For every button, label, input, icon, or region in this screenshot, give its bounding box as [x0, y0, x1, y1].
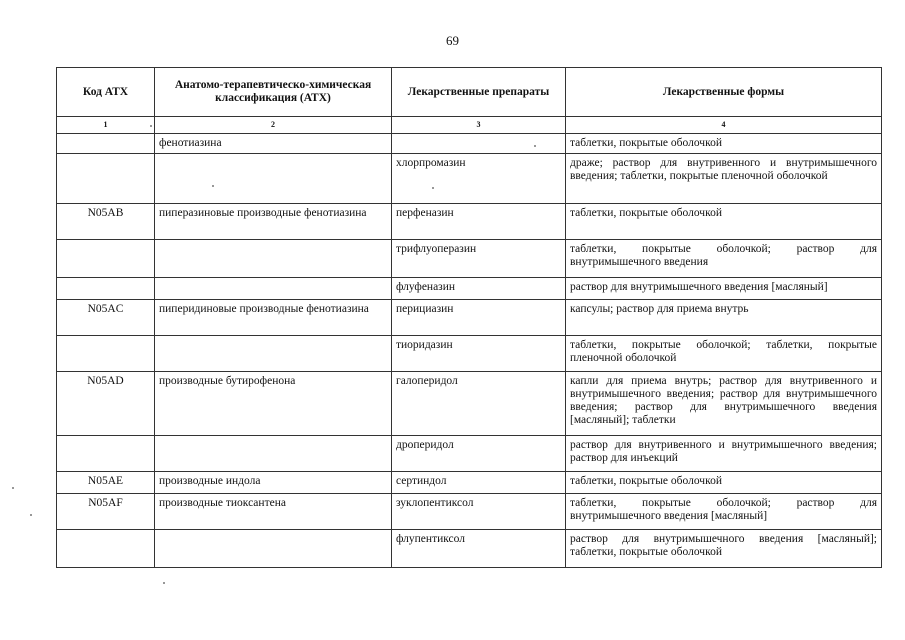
header-row	[57, 68, 882, 117]
atx-code-cell	[57, 240, 155, 278]
table-row	[57, 154, 882, 204]
drug-cell: зуклопентиксол	[392, 494, 566, 530]
atx-class-cell	[155, 240, 392, 278]
column-number-row	[57, 117, 882, 134]
table-row	[57, 240, 882, 278]
drug-cell: трифлуоперазин	[392, 240, 566, 278]
scan-speck	[212, 185, 214, 187]
drug-cell	[392, 134, 566, 154]
form-cell: раствор для внутримышечного введения [масляный]; таблетки, покрытые оболочкой	[566, 530, 882, 568]
table-row	[57, 530, 882, 568]
header-forms: Лекарственные формы	[566, 68, 882, 117]
atx-code-cell	[57, 436, 155, 472]
atx-class-cell: производные тиоксантена	[155, 494, 392, 530]
drug-cell: флупентиксол	[392, 530, 566, 568]
drug-cell: хлорпромазин	[392, 154, 566, 204]
form-cell: раствор для внутримышечного введения [масляный]	[566, 278, 882, 300]
atx-class-cell: производные индола	[155, 472, 392, 494]
form-cell: раствор для внутривенного и внутримышечного введения; раствор для инъекций	[566, 436, 882, 472]
atx-code-cell: N05AD	[57, 372, 155, 436]
drug-cell: перфеназин	[392, 204, 566, 240]
drug-cell: перициазин	[392, 300, 566, 336]
atx-code-cell: N05AC	[57, 300, 155, 336]
atx-code-cell	[57, 154, 155, 204]
atx-code-cell: N05AB	[57, 204, 155, 240]
table-row	[57, 278, 882, 300]
atx-table	[56, 67, 882, 568]
header-code: Код АТХ	[57, 68, 155, 117]
scan-speck	[12, 487, 14, 489]
form-cell: таблетки, покрытые оболочкой; раствор для внутримышечного введения [масляный]	[566, 494, 882, 530]
table-row	[57, 494, 882, 530]
atx-class-cell	[155, 154, 392, 204]
atx-class-cell	[155, 278, 392, 300]
table-row	[57, 336, 882, 372]
table-row	[57, 472, 882, 494]
drug-cell: флуфеназин	[392, 278, 566, 300]
atx-code-cell	[57, 336, 155, 372]
col-number-4: 4	[566, 117, 882, 134]
scan-speck	[432, 187, 434, 189]
atx-code-cell	[57, 278, 155, 300]
atx-code-cell: N05AF	[57, 494, 155, 530]
table-row	[57, 134, 882, 154]
atx-class-cell: пиперазиновые производные фенотиазина	[155, 204, 392, 240]
col-number-3: 3	[392, 117, 566, 134]
form-cell: капсулы; раствор для приема внутрь	[566, 300, 882, 336]
atx-class-cell	[155, 530, 392, 568]
atx-class-cell: фенотиазина	[155, 134, 392, 154]
scan-speck	[30, 514, 32, 516]
drug-cell: сертиндол	[392, 472, 566, 494]
atx-class-cell: пиперидиновые производные фенотиазина	[155, 300, 392, 336]
atx-class-cell	[155, 336, 392, 372]
form-cell: капли для приема внутрь; раствор для внутривенного и внутримышечного введения; раствор для внутримышечного введения; раствор для внутримышечного введения [масляный]; таблетки	[566, 372, 882, 436]
table-row	[57, 372, 882, 436]
atx-class-cell: производные бутирофенона	[155, 372, 392, 436]
page-number: 69	[446, 33, 459, 48]
form-cell: таблетки, покрытые оболочкой	[566, 472, 882, 494]
header-class: Анатомо-терапевтическо-химическая классификация (АТХ)	[155, 68, 392, 117]
drug-cell: галоперидол	[392, 372, 566, 436]
atx-code-cell	[57, 134, 155, 154]
form-cell: таблетки, покрытые оболочкой; раствор для внутримышечного введения	[566, 240, 882, 278]
header-drugs: Лекарственные препараты	[392, 68, 566, 117]
table-row	[57, 436, 882, 472]
drug-cell: дроперидол	[392, 436, 566, 472]
form-cell: драже; раствор для внутривенного и внутримышечного введения; таблетки, покрытые пленочной оболочкой	[566, 154, 882, 204]
table-row	[57, 300, 882, 336]
col-number-2: 2	[155, 117, 392, 134]
atx-code-cell	[57, 530, 155, 568]
scan-speck	[150, 125, 152, 127]
scan-speck	[163, 582, 165, 584]
atx-class-cell	[155, 436, 392, 472]
form-cell: таблетки, покрытые оболочкой	[566, 204, 882, 240]
form-cell: таблетки, покрытые оболочкой	[566, 134, 882, 154]
scan-speck	[534, 145, 536, 147]
drug-cell: тиоридазин	[392, 336, 566, 372]
table-row	[57, 204, 882, 240]
form-cell: таблетки, покрытые оболочкой; таблетки, покрытые пленочной оболочкой	[566, 336, 882, 372]
atx-code-cell: N05AE	[57, 472, 155, 494]
col-number-1: 1	[57, 117, 155, 134]
